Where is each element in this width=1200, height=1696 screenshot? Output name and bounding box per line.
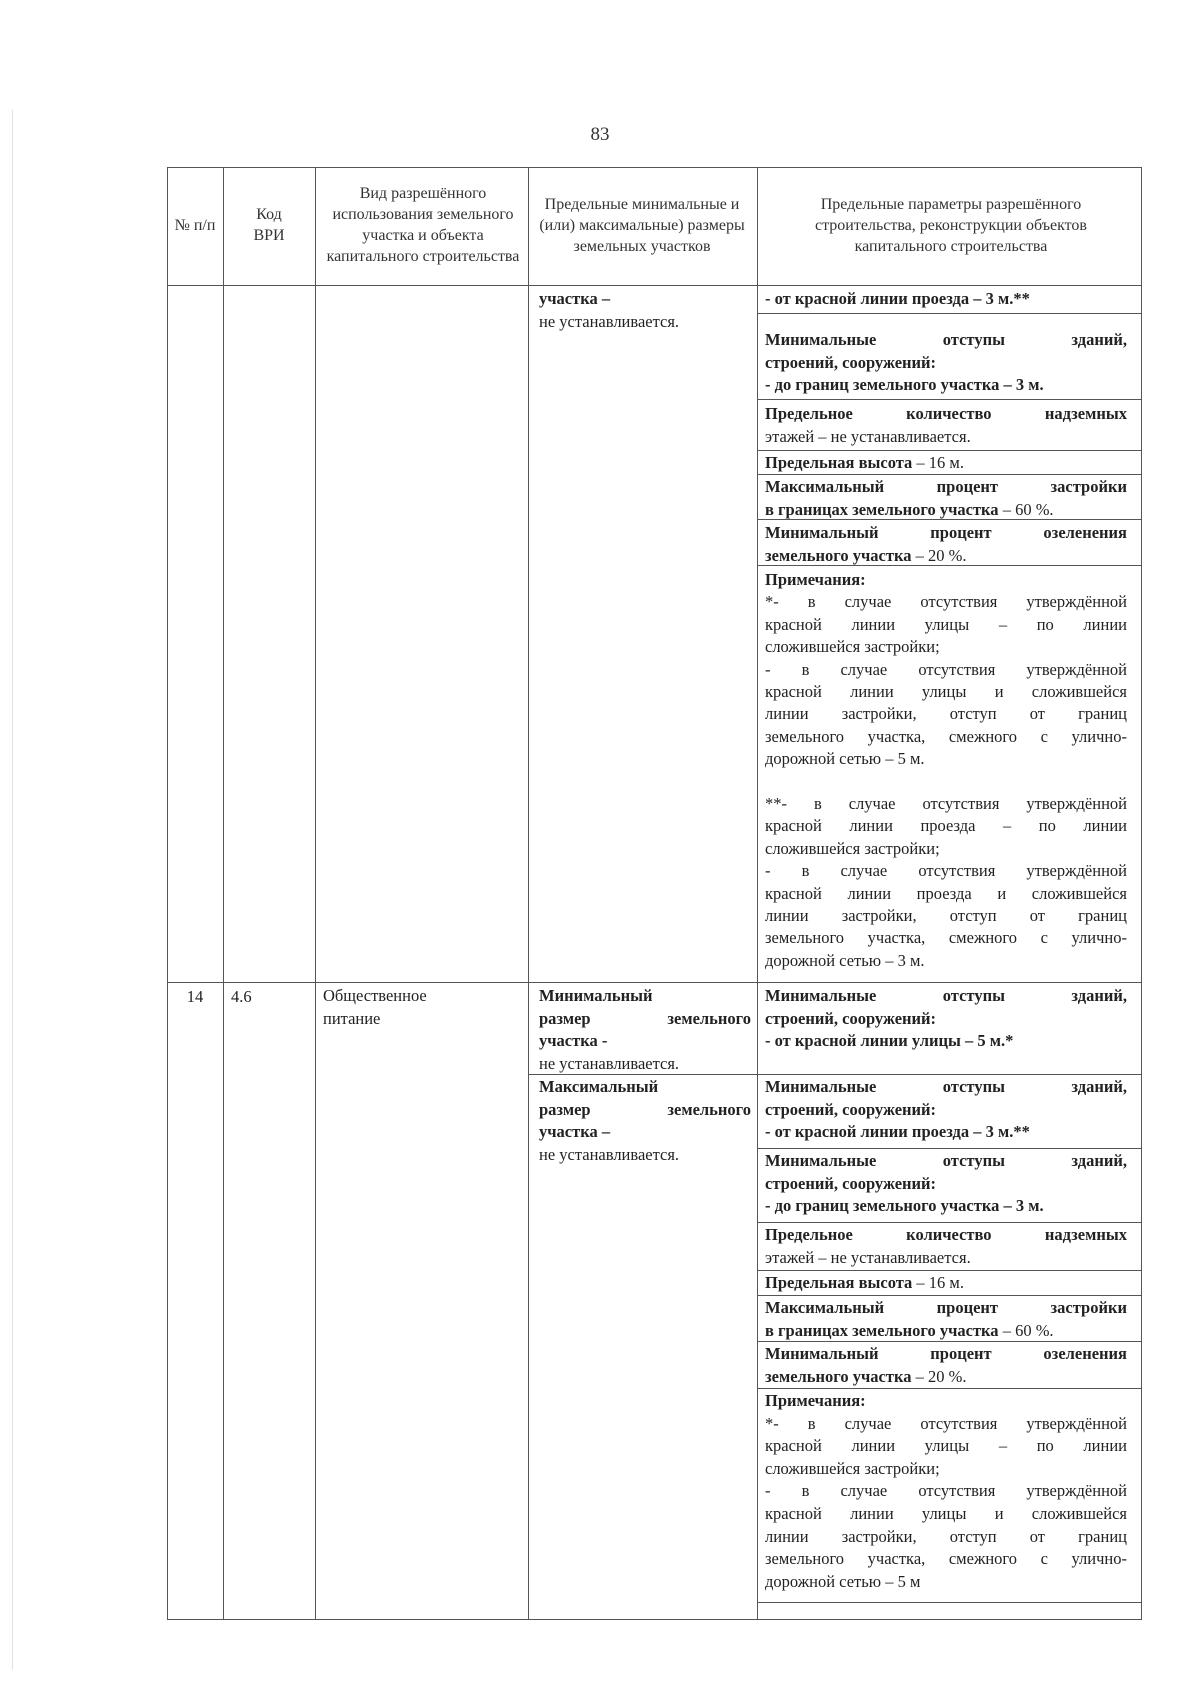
header-params: Предельные параметры разрешённого строительства, реконструкции объектов капитального строительства: [815, 195, 1087, 255]
scan-margin-line: [12, 110, 13, 1670]
param-min-greenery: Минимальный процент озеленения земельного участка – 20 %.: [765, 523, 1127, 565]
subcell-divider: [757, 1148, 1142, 1149]
column-divider: [528, 167, 529, 1620]
param-max-coverage: Максимальный процент застройки в границах земельного участка – 60 %.: [765, 477, 1127, 519]
param-setback-street: Минимальные отступы зданий, строений, сооружений: - от красной линии улицы – 5 м.*: [765, 986, 1127, 1050]
vri-code: 4.6: [231, 987, 252, 1006]
size-continuation: участка – не устанавливается.: [539, 289, 680, 331]
min-plot-size: Минимальный размер земельного участка - не устанавливается.: [539, 986, 751, 1073]
table-border-right: [1141, 167, 1142, 1620]
use-type: Общественное питание: [323, 986, 427, 1028]
column-divider: [223, 167, 224, 1620]
table-border-bottom: [167, 1619, 1142, 1620]
subcell-divider: [757, 399, 1142, 400]
column-divider: [757, 167, 758, 1620]
subcell-divider: [757, 1388, 1142, 1389]
param-setback-plot: Минимальные отступы зданий, строений, сооружений: - до границ земельного участка – 3 м.: [765, 1151, 1127, 1215]
param-min-setbacks: Минимальные отступы зданий, строений, сооружений: - до границ земельного участка – 3 м.: [765, 330, 1127, 394]
row-divider: [167, 982, 1142, 983]
header-num: № п/п: [174, 216, 216, 234]
header-divider: [167, 285, 1142, 286]
row-number: 14: [186, 987, 204, 1006]
notes-row14: Примечания: *- в случае отсутствия утверждённой красной линии улицы – по линии сложившейся застройки; - в случае отсутствия утверждённой красной линии улицы и сложившейся линии застройки, отступ от границ земельного участка, смежного с улично- дорожной сетью – 5 м: [765, 1391, 1127, 1591]
max-plot-size: Максимальный размер земельного участка – не устанавливается.: [539, 1077, 751, 1164]
subcell-divider: [757, 1295, 1142, 1296]
param-max-coverage: Максимальный процент застройки в границах земельного участка – 60 %.: [765, 1298, 1127, 1340]
subcell-divider: [757, 450, 1142, 451]
param-height: Предельная высота – 16 м.: [765, 1273, 964, 1292]
table-border-left: [167, 167, 168, 1620]
param-height: Предельная высота – 16 м.: [765, 453, 964, 472]
subcell-divider: [757, 1270, 1142, 1271]
header-use: Вид разрешённого использования земельного участка и объекта капитального строительства: [326, 185, 520, 265]
subcell-divider: [757, 1222, 1142, 1223]
subcell-divider: [757, 1074, 1142, 1075]
param-floors: Предельное количество надземных этажей – не устанавливается.: [765, 404, 1127, 446]
subcell-divider: [757, 1602, 1142, 1603]
param-floors: Предельное количество надземных этажей – не устанавливается.: [765, 1225, 1127, 1267]
header-size: Предельные минимальные и (или) максимальные) размеры земельных участков: [539, 195, 745, 255]
header-code: Код ВРИ: [253, 206, 285, 244]
page-number: 83: [590, 124, 610, 145]
param-min-greenery: Минимальный процент озеленения земельного участка – 20 %.: [765, 1344, 1127, 1386]
param-setback-passage: Минимальные отступы зданий, строений, сооружений: - от красной линии проезда – 3 м.**: [765, 1077, 1127, 1141]
notes-continuation: Примечания: *- в случае отсутствия утверждённой красной линии улицы – по линии сложившейся застройки; - в случае отсутствия утверждённой красной линии улицы и сложившейся линии застройки, отступ от границ земельного участка, смежного с улично- дорожной сетью – 5 м. **- в случае отсутствия утверждённой красной линии проезда – по линии сложившейся застройки; - в случае отсутствия утверждённой красной линии проезда и сложившейся линии застройки, отступ от границ земельного участка, смежного с улично- дорожной сетью – 3 м.: [765, 570, 1127, 970]
subcell-divider: [757, 313, 1142, 314]
column-divider: [315, 167, 316, 1620]
regulations-table: [167, 167, 1142, 1620]
param-red-line-passage: - от красной линии проезда – 3 м.**: [765, 289, 1030, 308]
